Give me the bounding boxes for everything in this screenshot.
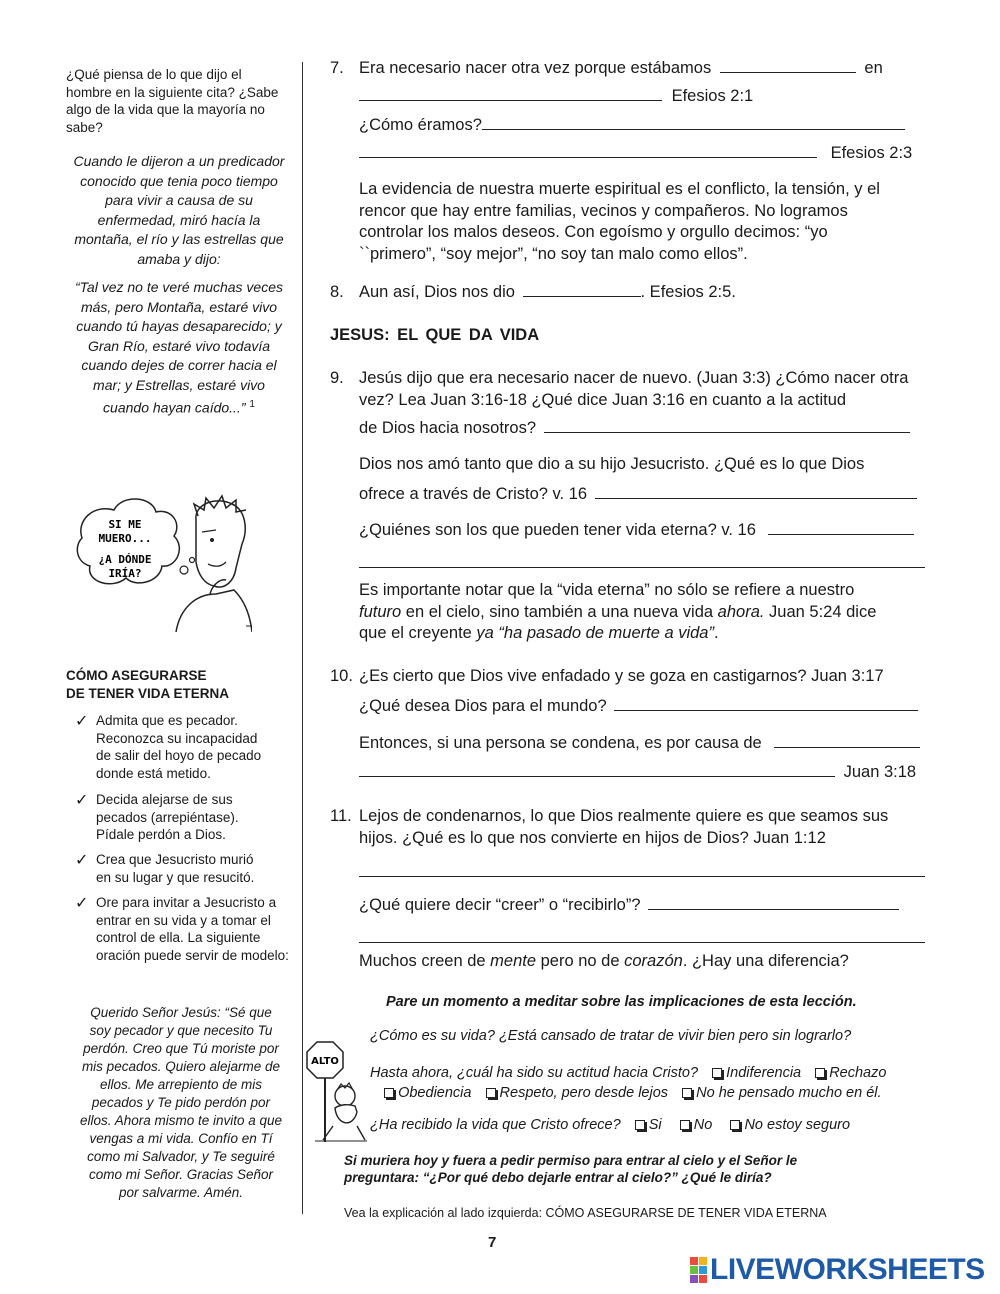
- reflection-final: Si muriera hoy y fuera a pedir permiso para entrar al cielo y el Señor le preguntara: “¿Por qué debo dejarle entrar al cielo?” ¿Qué le diría?: [344, 1153, 798, 1185]
- checkbox-obediencia[interactable]: [384, 1088, 394, 1098]
- q7-blank-3[interactable]: [482, 115, 905, 130]
- q10-blank-1[interactable]: [614, 696, 918, 711]
- q10-blank-2[interactable]: [774, 733, 920, 748]
- q11-corazon: corazón: [624, 952, 683, 970]
- quote-text: “Tal vez no te veré muchas veces más, pero Montaña, estaré vivo cuando tú hayas desaparecido; y Gran Río, estaré vivo todavía cuando dejes de correr hacia el mar; y Estrellas, estaré vivo cuando hayan caído...”: [74, 279, 284, 416]
- steps-title-line-1: CÓMO ASEGURARSE: [66, 668, 207, 683]
- steps-title-line-2: DE TENER VIDA ETERNA: [66, 685, 230, 701]
- checkbox-si[interactable]: [635, 1120, 645, 1130]
- q7-line-4: [359, 143, 912, 165]
- q11-muchos-c: pero no de: [536, 952, 625, 970]
- q10-entonces: Entonces, si una persona se condena, es por causa de: [359, 734, 762, 752]
- q7-paragraph: La evidencia de nuestra muerte espiritual es el conflicto, la tensión, y el rencor que hay entre familias, vecinos y compañeros. No logramos controlar los malos deseos. Con egoísmo y orgullo decimos: “yo ``primero”, “soy mejor”, “no soy tan malo como ellos”.: [359, 180, 880, 263]
- q9-imp-ahora: ahora.: [717, 602, 765, 621]
- column-divider: [302, 62, 303, 1214]
- q9-imp-mid: en el cielo, sino también a una nueva vida: [401, 602, 718, 621]
- q9-imp-que: que el creyente: [359, 624, 477, 642]
- q11-number: 11.: [330, 807, 352, 825]
- q7-text: Era necesario nacer otra vez porque estábamos: [359, 59, 712, 77]
- q9-quienes-line: [359, 520, 914, 542]
- q9-imp-line-3: [359, 623, 929, 645]
- q11-muchos-a: Muchos creen de: [359, 952, 491, 970]
- q11-mente: mente: [490, 952, 537, 970]
- q8-text: Aun así, Dios nos dio: [359, 283, 515, 301]
- opt-no-pensado: No he pensado mucho en él.: [696, 1085, 882, 1101]
- q9-line-2: [359, 418, 910, 440]
- q9-important: [359, 580, 929, 645]
- q10-blank-3[interactable]: [359, 762, 835, 777]
- q7-como: ¿Cómo éramos?: [359, 116, 482, 134]
- step-3: Crea que Jesucristo murió en su lugar y que resucitó.: [96, 852, 255, 885]
- q9-imp-line-2: [359, 602, 929, 624]
- opt-no-seguro: No estoy seguro: [744, 1117, 851, 1133]
- thinking-man-illustration: [76, 490, 252, 632]
- q9-number: 9.: [330, 369, 344, 387]
- q9-blank-3[interactable]: [768, 520, 914, 535]
- q10-number: 10.: [330, 667, 353, 685]
- q8-blank[interactable]: [523, 282, 641, 297]
- q9-ofrece-line: [359, 484, 917, 506]
- q7-blank-2[interactable]: [359, 86, 662, 101]
- q7-line-3: [359, 115, 905, 137]
- q10-desea-line: [359, 696, 918, 718]
- q11-blank-3[interactable]: [359, 942, 925, 943]
- q7-line-2: [359, 86, 753, 108]
- logo-icon: [690, 1257, 707, 1283]
- q9-imp-line-1: Es importante notar que la “vida eterna” no sólo se refiere a nuestro: [359, 581, 855, 599]
- checkbox-rechazo[interactable]: [815, 1068, 825, 1078]
- q7-blank-1[interactable]: [720, 58, 856, 73]
- q7-blank-4[interactable]: [359, 143, 817, 158]
- q7-ref2: Efesios 2:3: [830, 144, 913, 162]
- q11-creer-line: [359, 895, 899, 917]
- q11-blank-1[interactable]: [359, 876, 925, 877]
- prayer: Querido Señor Jesús: “Sé que soy pecador y que necesito Tu perdón. Creo que Tú moriste por mis pecados. Quiero alejarme de ellos. Me arrepiento de mis pecados y Te pido perdón por ellos. Ahora mismo te invito a que vengas a mi vida. Confío en Tí como mi Salvador, y Te seguiré como mi Señor. Gracias Señor por salvarme. Amén.: [79, 1005, 283, 1200]
- checkbox-indiferencia[interactable]: [712, 1068, 722, 1078]
- q11-blank-2[interactable]: [648, 895, 899, 910]
- q9-blank-1[interactable]: [544, 418, 910, 433]
- steps-title: [66, 667, 229, 702]
- q10-text: ¿Es cierto que Dios vive enfadado y se goza en castigarnos? Juan 3:17: [359, 667, 884, 685]
- reflection-q2: [370, 1063, 940, 1103]
- stop-sign-text: ALTO: [311, 1056, 339, 1067]
- bubble-line-4: IRÍA?: [108, 567, 142, 580]
- q7-number: 7.: [330, 59, 344, 77]
- q8-ref: . Efesios 2:5.: [640, 283, 736, 301]
- q9-imp-ya: ya “ha pasado de muerte a vida”: [476, 624, 714, 642]
- q9-imp-end: Juan 5:24 dice: [764, 602, 877, 621]
- check-icon: ✓: [75, 895, 89, 912]
- page-number: 7: [488, 1234, 497, 1251]
- bubble-line-2: MUERO...: [98, 532, 152, 545]
- section-heading: JESUS: EL QUE DA VIDA: [330, 326, 540, 344]
- stop-sign-character: [305, 1040, 371, 1144]
- q8-line: [359, 282, 736, 304]
- logo-text: LIVEWORKSHEETS: [710, 1253, 985, 1286]
- q9-imp-dot: .: [713, 624, 719, 642]
- checkbox-respeto[interactable]: [486, 1088, 496, 1098]
- checkbox-no-pensado[interactable]: [682, 1088, 692, 1098]
- opt-obediencia: Obediencia: [398, 1085, 472, 1101]
- step-2: Decida alejarse de sus pecados (arrepiéntase). Pídale perdón a Dios.: [96, 792, 239, 842]
- q10-ref: Juan 3:18: [843, 763, 917, 781]
- q9-blank-2[interactable]: [595, 484, 917, 499]
- q9-ofrece: ofrece a través de Cristo? v. 16: [359, 485, 588, 503]
- q11-muchos-e: . ¿Hay una diferencia?: [682, 952, 849, 970]
- checkbox-no[interactable]: [680, 1120, 690, 1130]
- opt-no: No: [693, 1117, 713, 1133]
- reflection-see: Vea la explicación al lado izquierda: CÓMO ASEGURARSE DE TENER VIDA ETERNA: [344, 1206, 827, 1220]
- check-icon: ✓: [75, 852, 89, 869]
- q9-dios: Dios nos amó tanto que dio a su hijo Jesucristo. ¿Qué es lo que Dios: [359, 455, 865, 473]
- q7-en: en: [864, 59, 883, 77]
- liveworksheets-logo[interactable]: [690, 1254, 985, 1286]
- q11-muchos: [359, 951, 849, 973]
- sidebar-story: Cuando le dijeron a un predicador conocido que tenia poco tiempo para vivir a causa de su enfermedad, miró hacía la montaña, el río y las estrellas que amaba y dijo:: [73, 153, 285, 267]
- reflection-title: Pare un momento a meditar sobre las implicaciones de esta lección.: [386, 994, 857, 1010]
- q8-number: 8.: [330, 283, 344, 301]
- check-icon: ✓: [75, 713, 89, 730]
- q10-ref-line: [359, 762, 916, 784]
- q11-creer: ¿Qué quiere decir “creer” o “recibirlo”?: [359, 896, 641, 914]
- opt-rechazo: Rechazo: [829, 1065, 887, 1081]
- footnote-marker: 1: [249, 399, 255, 410]
- q10-desea: ¿Qué desea Dios para el mundo?: [359, 697, 607, 715]
- q10-entonces-line: [359, 733, 920, 755]
- reflection-q2-text: Hasta ahora, ¿cuál ha sido su actitud hacia Cristo?: [370, 1065, 699, 1081]
- sidebar-intro: ¿Qué piensa de lo que dijo el hombre en la siguiente cita? ¿Sabe algo de la vida que la mayoría no sabe?: [66, 67, 279, 135]
- q9-quienes: ¿Quiénes son los que pueden tener vida eterna? v. 16: [359, 521, 756, 539]
- bubble-line-1: SI ME: [108, 518, 142, 531]
- sidebar-quote: [70, 278, 288, 418]
- q9-text: Jesús dijo que era necesario nacer de nuevo. (Juan 3:3) ¿Cómo nacer otra vez? Lea Juan 3:16-18 ¿Qué dice Juan 3:16 en cuanto a la actitud: [359, 369, 909, 409]
- checkbox-no-seguro[interactable]: [730, 1120, 740, 1130]
- reflection-q1: ¿Cómo es su vida? ¿Está cansado de tratar de vivir bien pero sin lograrlo?: [370, 1028, 852, 1044]
- q9-blank-4[interactable]: [359, 567, 925, 568]
- reflection-q3: [370, 1117, 850, 1133]
- check-icon: ✓: [75, 792, 89, 809]
- step-1: Admita que es pecador. Reconozca su incapacidad de salir del hoyo de pecado donde está metido.: [96, 713, 262, 781]
- q9-imp-futuro: futuro: [359, 602, 402, 621]
- q9-text2: de Dios hacia nosotros?: [359, 419, 537, 437]
- step-4: Ore para invitar a Jesucristo a entrar en su vida y a tomar el control de ella. La siguiente oración puede servir de modelo:: [96, 895, 289, 963]
- opt-indiferencia: Indiferencia: [726, 1065, 802, 1081]
- bubble-line-3: ¿A DÓNDE: [98, 553, 152, 566]
- q11-text: Lejos de condenarnos, lo que Dios realmente quiere es que seamos sus hijos. ¿Qué es lo que nos convierte en hijos de Dios? Juan 1:12: [359, 807, 889, 847]
- q7-line-1: [359, 58, 939, 80]
- opt-respeto: Respeto, pero desde lejos: [499, 1085, 669, 1101]
- opt-si: Si: [648, 1117, 662, 1133]
- reflection-q3-text: ¿Ha recibido la vida que Cristo ofrece?: [370, 1117, 621, 1133]
- q7-ref1: Efesios 2:1: [671, 87, 754, 105]
